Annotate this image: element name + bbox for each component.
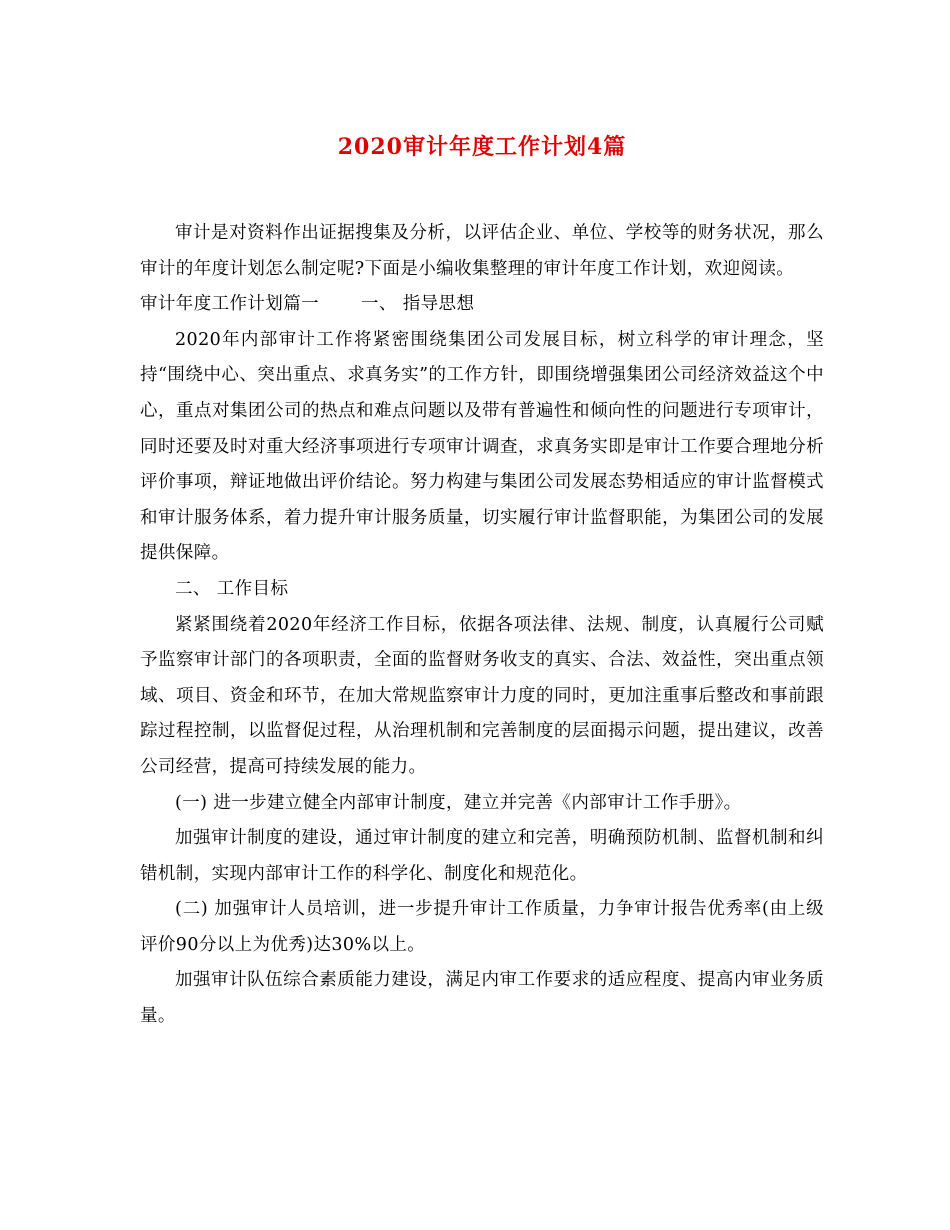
paragraph-intro: 审计是对资料作出证据搜集及分析，以评估企业、单位、学校等的财务状况，那么审计的年度计划怎么制定呢?下面是小编收集整理的审计年度工作计划，欢迎阅读。: [140, 223, 824, 279]
section-heading-work-goals: 二、 工作目标: [175, 578, 289, 599]
paragraph-guiding-thought: 2020年内部审计工作将紧密围绕集团公司发展目标，树立科学的审计理念，坚持“围绕中心、突出重点、求真务实”的工作方针，即围绕增强集团公司经济效益这个中心，重点对集团公司的热点和难点问题以及带有普遍性和倾向性的问题进行专项审计，同时还要及时对重大经济事项进行专项审计调查，求真务实即是审计工作要合理地分析评价事项，辩证地做出评价结论。努力构建与集团公司发展态势相适应的审计监督模式和审计服务体系，着力提升审计服务质量，切实履行审计监督职能，为集团公司的发展提供保障。: [140, 329, 824, 564]
item-heading-one: (一) 进一步建立健全内部审计制度，建立并完善《内部审计工作手册》。: [175, 792, 742, 813]
paragraph-item-two: 加强审计队伍综合素质能力建设，满足内审工作要求的适应程度、提高内审业务质量。: [140, 970, 824, 1027]
document-body: [140, 216, 824, 1035]
item-heading-two: (二) 加强审计人员培训，进一步提升审计工作质量，力争审计报告优秀率(由上级评价90分以上为优秀)达30%以上。: [140, 899, 824, 955]
section-heading-line: [140, 287, 824, 323]
section-heading-guiding-thought: 一、 指导思想: [361, 294, 475, 315]
paragraph-work-goals: 紧紧围绕着2020年经济工作目标，依据各项法律、法规、制度，认真履行公司赋予监察审计部门的各项职责，全面的监督财务收支的真实、合法、效益性，突出重点领域、项目、资金和环节，在加大常规监察审计力度的同时，更加注重事后整改和事前跟踪过程控制，以监督促过程，从治理机制和完善制度的层面揭示问题，提出建议，改善公司经营，提高可持续发展的能力。: [140, 614, 824, 777]
paragraph-item-one: 加强审计制度的建设，通过审计制度的建立和完善，明确预防机制、监督机制和纠错机制，实现内部审计工作的科学化、制度化和规范化。: [140, 828, 824, 884]
section-heading-plan-one: 审计年度工作计划篇一: [140, 294, 319, 315]
document-title: 2020审计年度工作计划4篇: [337, 134, 627, 160]
